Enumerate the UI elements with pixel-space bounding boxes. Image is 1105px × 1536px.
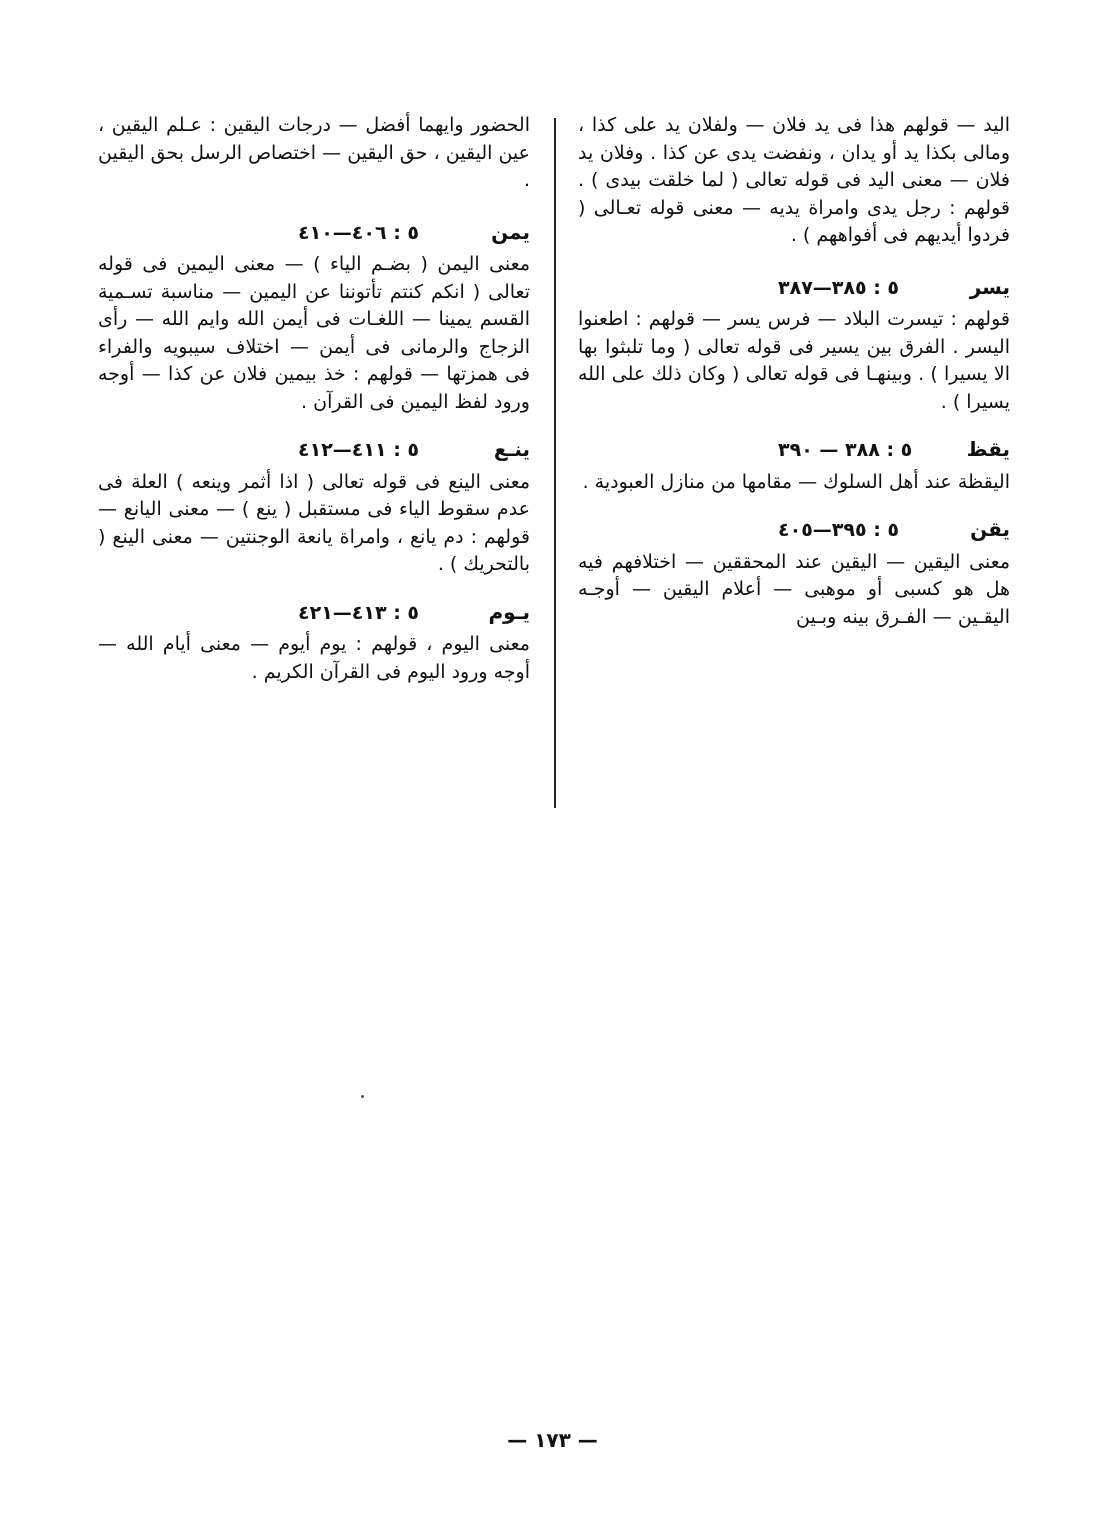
entry-headword: يقن bbox=[970, 517, 1010, 541]
entry-reference: ٥ : ٣٨٥—٣٨٧ bbox=[778, 276, 900, 299]
page-number: — ١٧٣ — bbox=[507, 1428, 598, 1452]
entry-headword: يـوم bbox=[488, 599, 530, 624]
entry-yana bbox=[98, 436, 530, 579]
entry-reference: ٥ : ٤٠٦—٤١٠ bbox=[298, 221, 420, 244]
entry-yaqz bbox=[578, 436, 1010, 496]
entry-yaqn bbox=[578, 516, 1010, 631]
entry-heading bbox=[98, 436, 530, 465]
entry-headword: ينـع bbox=[493, 437, 530, 461]
entry-text: معنى الينع فى قوله تعالى ( اذا أثمر وينعه ) العلة فى عدم سقوط الياء فى مستقبل ( ينع ) — معنى اليانع — قولهم : دم يانع ، وامراة يانعة الوجنتين — معنى الينع ( بالتحريك ) . bbox=[98, 470, 530, 575]
entry-heading bbox=[578, 274, 1010, 303]
entry-heading bbox=[98, 599, 530, 628]
entry-heading bbox=[578, 516, 1010, 545]
entry-reference: ٥ : ٣٩٥—٤٠٥ bbox=[778, 519, 900, 541]
entry-reference: ٥ : ٣٨٨ — ٣٩٠ bbox=[778, 439, 913, 461]
entry-yusr bbox=[578, 274, 1010, 417]
entry-headword: يسر bbox=[969, 274, 1010, 299]
entry-reference: ٥ : ٤١١—٤١٢ bbox=[298, 439, 420, 461]
right-column-intro: اليد — قولهم هذا فى يد فلان — ولفلان يد على كذا ، ومالى بكذا يد أو يدان ، ونفضت يدى عن كذا . وفلان يد فلان — معنى اليد فى قوله تعالى ( لما خلقت بيدى ) . قولهم : رجل يدى وامراة يديه — معنى قوله تعـالى ( فردوا أيديهم فى أفواههم ) . bbox=[578, 114, 1010, 246]
entry-headword: يمن bbox=[491, 219, 530, 244]
entry-heading bbox=[98, 219, 530, 248]
entry-yamn bbox=[98, 219, 530, 417]
entry-heading bbox=[578, 436, 1010, 465]
entry-text: اليقظة عند أهل السلوك — مقامها من منازل العبودية . bbox=[582, 470, 1010, 493]
entry-text: قولهم : تيسرت البلاد — فرس يسر — قولهم : اطعنوا اليسر . الفرق بين يسير فى قوله تعالى ( وما تلبثوا بها الا يسيرا ) . وبينهـا فى قوله تعالى ( وكان ذلك على الله يسيرا ) . bbox=[578, 308, 1010, 413]
left-column bbox=[98, 112, 530, 706]
entry-yawm bbox=[98, 599, 530, 687]
scan-speck bbox=[361, 1095, 364, 1098]
entry-text: معنى اليقين — اليقين عند المحققين — اختلافهم فيه هل هو كسبى أو موهبى — أعلام اليقين — أوجـه اليقـين — الفـرق بينه وبـين bbox=[578, 550, 1010, 628]
column-divider bbox=[554, 118, 556, 808]
right-column bbox=[578, 112, 1010, 651]
entry-text: معنى اليوم ، قولهم : يوم أيوم — معنى أيام الله — أوجه ورود اليوم فى القرآن الكريم . bbox=[98, 633, 530, 683]
entry-reference: ٥ : ٤١٣—٤٢١ bbox=[298, 601, 420, 624]
entry-headword: يقظ bbox=[966, 437, 1010, 461]
left-column-intro: الحضور وايهما أفضل — درجات اليقين : عـلم اليقين ، عين اليقين ، حق اليقين — اختصاص الرسل بحق اليقين . bbox=[98, 114, 530, 191]
entry-text: معنى اليمن ( بضـم الياء ) — معنى اليمين فى قوله تعالى ( انكم كنتم تأتوننا عن اليمين — مناسبة تسـمية القسم يمينا — اللغـات فى أيمن الله وايم الله — رأى الزجاج والرمانى فى أيمن — اختلاف سيبويه والفراء فى همزتها — قولهم : خذ بيمين فلان عن كذا — أوجه ورود لفظ اليمين فى القرآن . bbox=[98, 253, 530, 413]
